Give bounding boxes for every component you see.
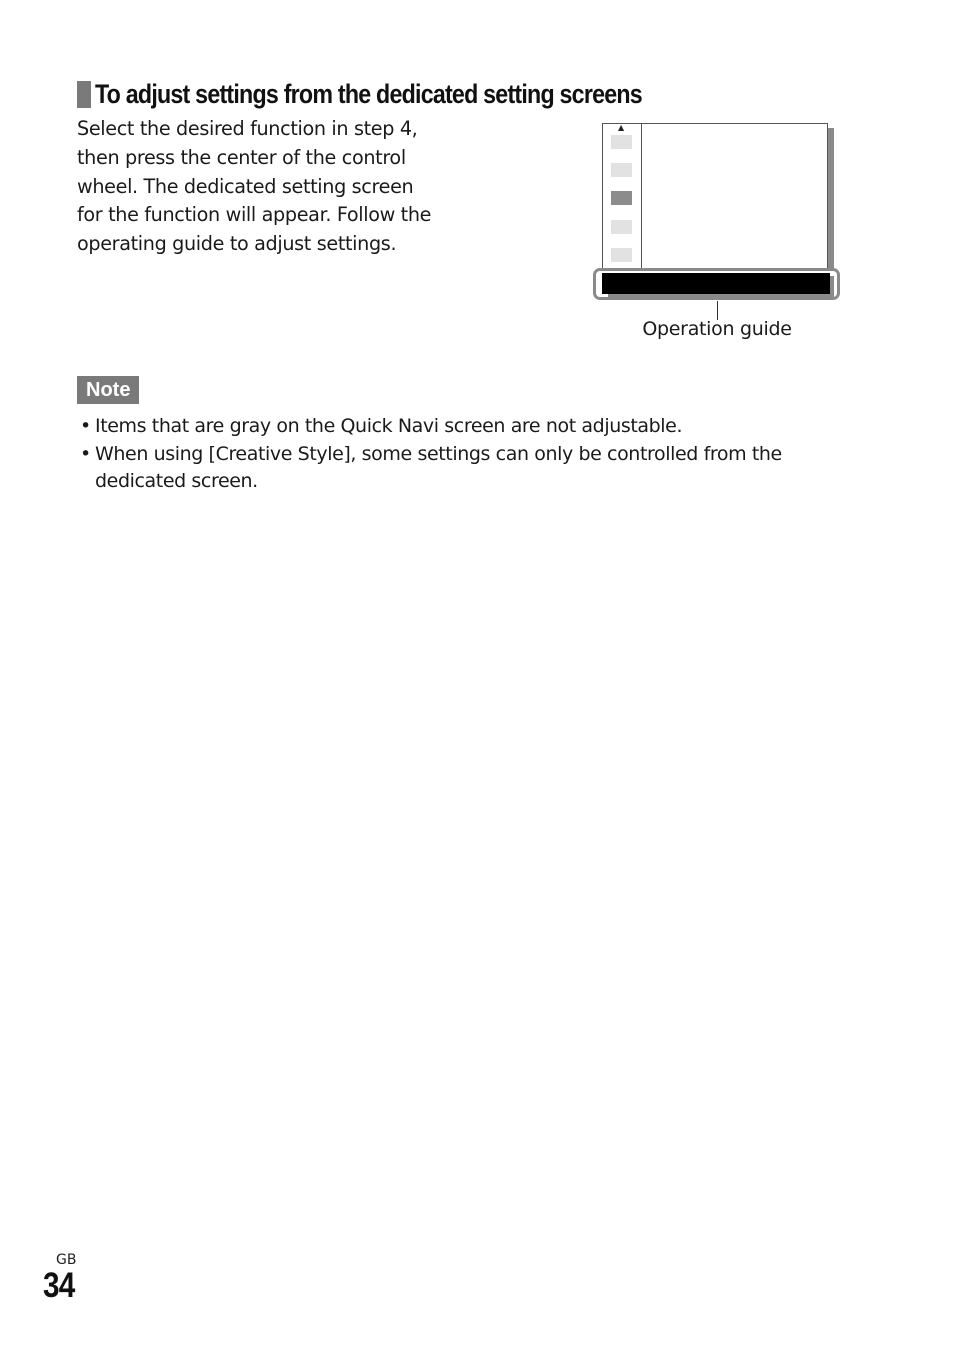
function-tile [611,163,632,177]
illustration-caption: Operation guide [642,318,792,340]
paragraph-line: for the function will appear. Follow the [77,203,432,227]
scroll-up-arrow-icon: ▲ [618,123,625,132]
function-tile-selected [611,191,632,205]
operation-guide-highlight [593,268,840,300]
setting-screen-illustration [590,120,850,350]
section-heading [77,76,731,112]
page-region-code: GB [56,1252,77,1268]
heading-marker [77,81,91,108]
note-item [80,413,840,441]
screen-divider [641,124,642,270]
paragraph-line: operating guide to adjust settings. [77,232,397,256]
function-tile [611,135,632,149]
note-badge: Note [77,376,139,404]
heading-text: To adjust settings from the dedicated setting screens [95,78,642,109]
instruction-paragraph [77,115,497,259]
note-list [80,413,840,496]
note-item-text: When using [Creative Style], some settings can only be controlled from the dedicated screen. [95,442,782,492]
function-tile [611,248,632,262]
note-item-text: Items that are gray on the Quick Navi screen are not adjustable. [95,415,683,437]
bullet: • [80,415,91,437]
bullet: • [80,442,91,465]
note-item [80,441,840,496]
function-tile [611,220,632,234]
camera-screen [602,123,828,271]
paragraph-line: wheel. The dedicated setting screen [77,174,414,198]
paragraph-line: then press the center of the control [77,145,406,169]
paragraph-line: Select the desired function in step 4, [77,117,418,140]
page-number: 34 [43,1266,75,1305]
